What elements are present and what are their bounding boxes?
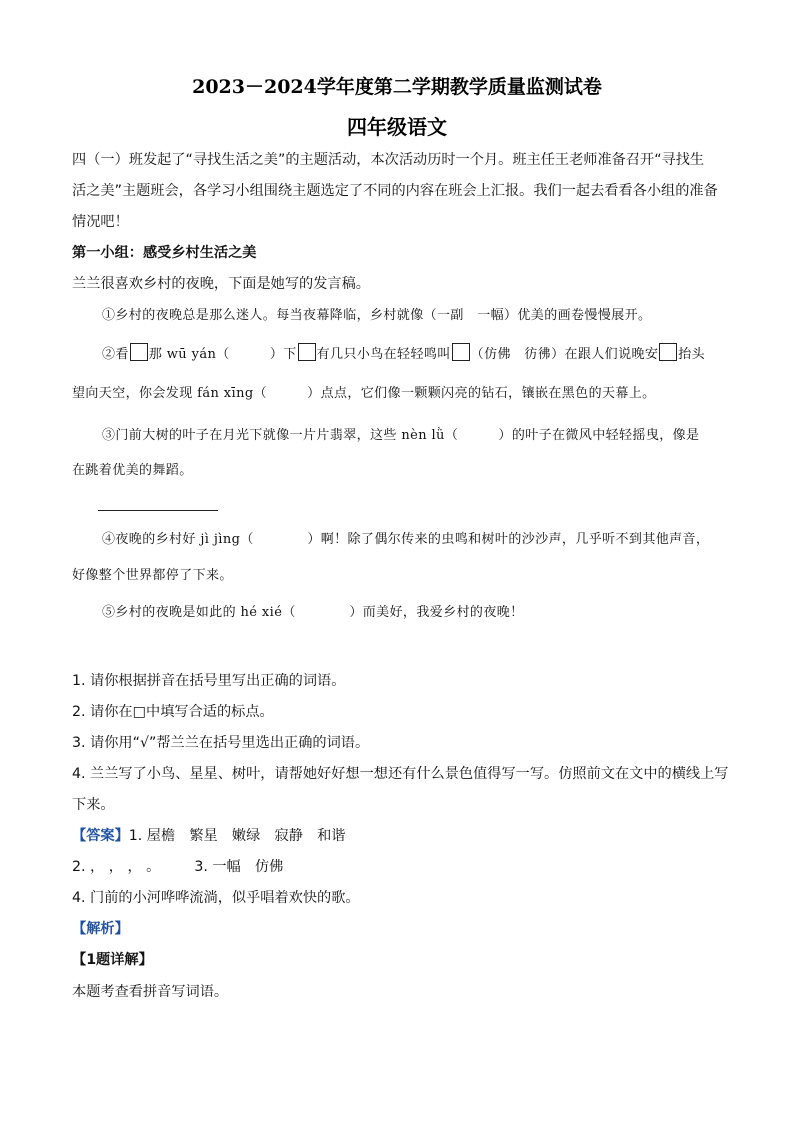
speech-paragraph-3-line-1: ③门前大树的叶子在月光下就像一片片翡翠，这些 nèn lǜ（ ）的叶子在微风中轻轻摇曳，像是 (102, 428, 700, 443)
punctuation-box-1[interactable] (130, 343, 148, 361)
answer-line-2 (72, 857, 283, 877)
analysis-tag: 【解析】 (72, 921, 129, 937)
detail-text: 本题考查看拼音写词语。 (72, 984, 229, 1000)
punctuation-box-4[interactable] (659, 343, 677, 361)
exam-title: 2023－2024学年度第二学期教学质量监测试卷 (192, 76, 602, 98)
answer-4: 4. 门前的小河哗哗流淌，似乎唱着欢快的歌。 (72, 890, 360, 906)
speech-p2-part-f: 抬头 (678, 347, 706, 362)
speech-paragraph-5: ⑤乡村的夜晚是如此的 hé xié（ ）而美好，我爱乡村的夜晚！ (102, 605, 524, 620)
speech-p2-part-d: 有几只小鸟在轻轻鸣叫 (316, 347, 451, 362)
question-2: 2. 请你在□中填写合适的标点。 (72, 704, 274, 720)
speech-paragraph-4-line-1: ④夜晚的乡村好 jì jìng（ ）啊！除了偶尔传来的虫鸣和树叶的沙沙声，几乎听不到其他声音， (102, 532, 710, 547)
question-1: 1. 请你根据拼音在括号里写出正确的词语。 (72, 673, 346, 689)
detail-heading: 【1题详解】 (72, 952, 153, 968)
speech-p2-part-e: （仿佛 彷彿）在跟人们说晚安 (470, 347, 659, 362)
punctuation-box-2[interactable] (298, 343, 316, 361)
speech-paragraph-2-line-2: 望向天空，你会发现 fán xīng（ ）点点，它们像一颗颗闪亮的钻石，镶嵌在黑色的天幕上。 (72, 386, 656, 401)
intro-line-3: 情况吧！ (72, 214, 129, 230)
question-4-line-2: 下来。 (72, 797, 115, 813)
speech-paragraph-1: ①乡村的夜晚总是那么迷人。每当夜幕降临，乡村就像（一副 一幅）优美的画卷慢慢展开。 (102, 308, 652, 323)
answer-line-1 (72, 826, 345, 846)
speech-paragraph-4-line-2: 好像整个世界都停了下来。 (72, 568, 233, 583)
imitation-writing-line[interactable] (98, 510, 218, 511)
speech-p2-part-c: 下 (283, 347, 297, 362)
intro-line-1: 四（一）班发起了“寻找生活之美”的主题活动，本次活动历时一个月。班主任王老师准备召开“寻找生 (72, 152, 705, 168)
group1-heading: 第一小组：感受乡村生活之美 (72, 245, 257, 261)
intro-line-2: 活之美”主题班会，各学习小组围绕主题选定了不同的内容在班会上汇报。我们一起去看看各小组的准备 (72, 183, 718, 199)
speech-paragraph-2-line-1 (102, 343, 705, 365)
question-4-line-1: 4. 兰兰写了小鸟、星星、树叶，请帮她好好想一想还有什么景色值得写一写。仿照前文在文中的横线上写 (72, 766, 729, 782)
speech-p2-part-b: 那 wū yán（ ） (148, 347, 284, 362)
speech-paragraph-3-line-2: 在跳着优美的舞蹈。 (72, 463, 193, 478)
question-3: 3. 请你用“√”帮兰兰在括号里选出正确的词语。 (72, 735, 370, 751)
speech-p2-part-a: ②看 (102, 347, 129, 362)
group1-lead: 兰兰很喜欢乡村的夜晚，下面是她写的发言稿。 (72, 276, 370, 292)
answer-3: 3. 一幅 仿佛 (194, 859, 284, 875)
answer-1: 1. 屋檐 繁星 嫩绿 寂静 和谐 (128, 828, 346, 844)
answer-tag: 【答案】 (72, 828, 129, 844)
punctuation-box-3[interactable] (452, 343, 470, 361)
exam-subtitle: 四年级语文 (347, 115, 447, 139)
answer-2: 2. ， ， ， 。 (72, 859, 161, 875)
